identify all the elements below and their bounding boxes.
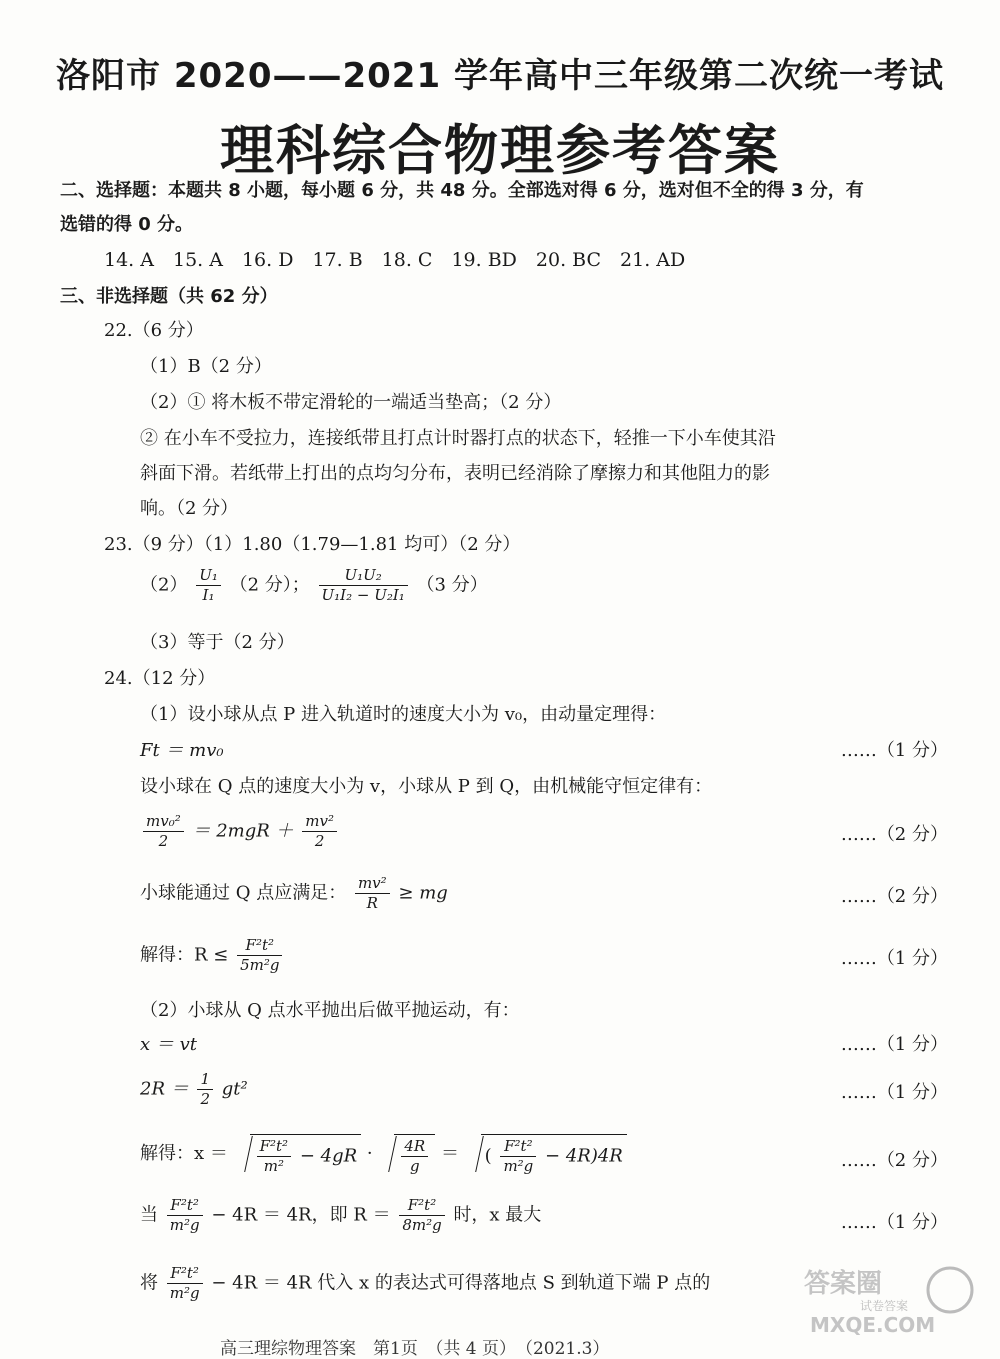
q23-fraction-1-den: I₁ <box>202 586 215 604</box>
q24-eq2-frac2-den: 2 <box>314 832 325 850</box>
q24-eq9-frac-num: F²t² <box>167 1266 203 1284</box>
q23-part3: （3）等于（2 分） <box>140 632 295 653</box>
q24-eq2 <box>140 814 340 849</box>
q24-eq6-suffix: gt² <box>221 1078 248 1100</box>
q24-eq2-points: ……（2 分） <box>840 824 948 845</box>
watermark-sub: 试卷答案 <box>860 1299 909 1313</box>
q24-eq2-frac1 <box>143 814 184 849</box>
q24-eq6 <box>140 1072 248 1107</box>
q24-eq1-points: ……（1 分） <box>840 740 948 761</box>
q24-label: 24.（12 分） <box>104 668 216 689</box>
q24-eq9 <box>140 1266 710 1301</box>
q24-eq4-frac-num: F²t² <box>237 938 282 956</box>
q24-eq9-prefix: 将 <box>140 1272 158 1294</box>
q24-eq3-frac-den: R <box>366 894 378 912</box>
q22-part3-line2: 斜面下滑。若纸带上打出的点均匀分布，表明已经消除了摩擦力和其他阻力的影 <box>140 463 770 484</box>
q24-eq7-r1-tail: − 4gR <box>299 1145 358 1167</box>
q24-eq9-frac-den: m²g <box>169 1284 200 1302</box>
q24-eq8-frac1-den: m²g <box>169 1216 200 1234</box>
q24-eq6-frac-num: 1 <box>197 1072 213 1090</box>
q24-eq8-frac2-den: 8m²g <box>402 1216 442 1234</box>
q24-eq7-r3-tail: − 4R)4R <box>545 1145 623 1167</box>
q23-part2 <box>140 568 488 603</box>
q22-part3-line1: ② 在小车不受拉力，连接纸带且打点计时器打点的状态下，轻推一下小车使其沿 <box>140 428 776 449</box>
q24-eq8-frac1-num: F²t² <box>167 1198 203 1216</box>
q24-eq8 <box>140 1198 541 1233</box>
q24-eq7-equals: ＝ <box>440 1143 459 1164</box>
q23-label: 23.（9 分）（1）1.80（1.79—1.81 均可）（2 分） <box>104 534 521 555</box>
q24-eq6-points: ……（1 分） <box>840 1082 948 1103</box>
watermark-logo <box>800 1258 980 1338</box>
q24-eq3-frac <box>355 876 390 911</box>
q24-eq3-suffix: ≥ mg <box>398 882 448 904</box>
q24-eq1: Ft ＝ mv₀ <box>140 740 224 761</box>
q24-eq7-radical-1 <box>234 1134 362 1174</box>
q24-eq7-r1-den: m² <box>263 1157 284 1175</box>
document-title: 理科综合物理参考答案 <box>220 119 780 182</box>
q24-eq5-points: ……（1 分） <box>840 1034 948 1055</box>
q24-eq2-frac1-num: mv₀² <box>143 814 184 832</box>
q24-eq2-frac2 <box>302 814 337 849</box>
q24-eq7 <box>140 1134 627 1174</box>
q24-eq2-frac1-den: 2 <box>158 832 169 850</box>
q24-eq7-r1-num: F²t² <box>257 1139 291 1157</box>
q24-eq6-frac-den: 2 <box>200 1090 211 1108</box>
q24-eq8-frac2-num: F²t² <box>399 1198 444 1216</box>
q24-eq4 <box>140 938 285 973</box>
q24-eq3-points: ……（2 分） <box>840 886 948 907</box>
q24-eq9-suffix: − 4R ＝ 4R 代入 x 的表达式可得落地点 S 到轨道下端 P 点的 <box>211 1272 711 1294</box>
q22-part1: （1）B（2 分） <box>140 356 272 377</box>
q24-eq6-prefix: 2R ＝ <box>140 1078 189 1100</box>
q23-part2-prefix: （2） <box>140 574 188 596</box>
q24-eq2-mid: ＝ 2mgR ＋ <box>192 820 294 842</box>
q23-fraction-1 <box>196 568 221 603</box>
q24-eq8-points: ……（1 分） <box>840 1212 948 1233</box>
watermark-url: MXQE.COM <box>810 1313 936 1337</box>
q24-eq7-r2-num: 4R <box>401 1139 428 1157</box>
q24-eq4-frac-den: 5m²g <box>240 956 280 974</box>
q24-eq8-frac2 <box>399 1198 444 1233</box>
q24-eq7-dot: · <box>366 1143 373 1164</box>
q24-eq7-r3-num: F²t² <box>500 1139 536 1157</box>
section3-heading: 三、非选择题（共 62 分） <box>60 286 278 307</box>
q24-eq3 <box>140 876 448 911</box>
q22-part3-line3: 响。（2 分） <box>140 498 239 519</box>
q22-part2: （2）① 将木板不带定滑轮的一端适当垫高；（2 分） <box>140 392 562 413</box>
q24-eq7-r2-den: g <box>409 1157 420 1175</box>
q23-fraction-2 <box>319 568 408 603</box>
watermark-title: 答案圈 <box>804 1269 883 1299</box>
q24-eq6-frac <box>197 1072 213 1107</box>
q24-eq4-frac <box>237 938 282 973</box>
q24-eq4-points: ……（1 分） <box>840 948 948 969</box>
q24-eq3-frac-num: mv² <box>355 876 390 894</box>
choice-answers: 14. A 15. A 16. D 17. B 18. C 19. BD 20. BC 21. AD <box>104 249 686 271</box>
q24-eq7-r2-frac <box>401 1139 428 1174</box>
q22-label: 22.（6 分） <box>104 320 204 341</box>
q24-eq7-radical-3 <box>465 1134 627 1174</box>
q23-part2-mid: （2 分）； <box>229 574 310 596</box>
q24-eq5: x ＝ vt <box>140 1034 197 1055</box>
q23-fraction-1-num: U₁ <box>196 568 221 586</box>
q24-part2: （2）小球从 Q 点水平抛出后做平抛运动，有： <box>140 1000 520 1021</box>
q24-eq7-r3-frac <box>500 1139 536 1174</box>
q23-fraction-2-num: U₁U₂ <box>319 568 408 586</box>
q24-eq4-prefix: 解得：R ≤ <box>140 944 229 966</box>
exam-title: 洛阳市 2020——2021 学年高中三年级第二次统一考试 <box>56 56 944 96</box>
q24-eq7-radical-2 <box>378 1134 435 1174</box>
section2-intro-line2: 选错的得 0 分。 <box>60 214 194 235</box>
q24-eq7-points: ……（2 分） <box>840 1150 948 1171</box>
q24-eq9-frac <box>167 1266 203 1301</box>
q24-eq8-suffix: 时，x 最大 <box>453 1204 542 1226</box>
q24-eq7-r3-den: m²g <box>503 1157 534 1175</box>
q23-part2-suffix: （3 分） <box>416 574 488 596</box>
section2-intro-line1: 二、选择题：本题共 8 小题，每小题 6 分，共 48 分。全部选对得 6 分，选对但不全的得 3 分，有 <box>60 180 864 201</box>
q24-eq7-r1-frac <box>257 1139 291 1174</box>
q24-part1: （1）设小球从点 P 进入轨道时的速度大小为 v₀，由动量定理得： <box>140 704 667 725</box>
q24-eq8-mid: − 4R ＝ 4R，即 R ＝ <box>211 1204 391 1226</box>
q24-eq7-prefix: 解得：x ＝ <box>140 1143 228 1164</box>
q24-eq7-r3-head: ( <box>484 1145 492 1167</box>
q24-eq3-prefix: 小球能通过 Q 点应满足： <box>140 882 347 904</box>
q24-eq2-frac2-num: mv² <box>302 814 337 832</box>
page-footer: 高三理综物理答案 第1页 （共 4 页） （2021.3） <box>220 1339 610 1359</box>
q24-part1-text2: 设小球在 Q 点的速度大小为 v，小球从 P 到 Q，由机械能守恒定律有： <box>140 776 713 797</box>
q23-fraction-2-den: U₁I₂ − U₂I₁ <box>321 586 405 604</box>
q24-eq8-frac1 <box>167 1198 203 1233</box>
q24-eq8-prefix: 当 <box>140 1204 158 1226</box>
